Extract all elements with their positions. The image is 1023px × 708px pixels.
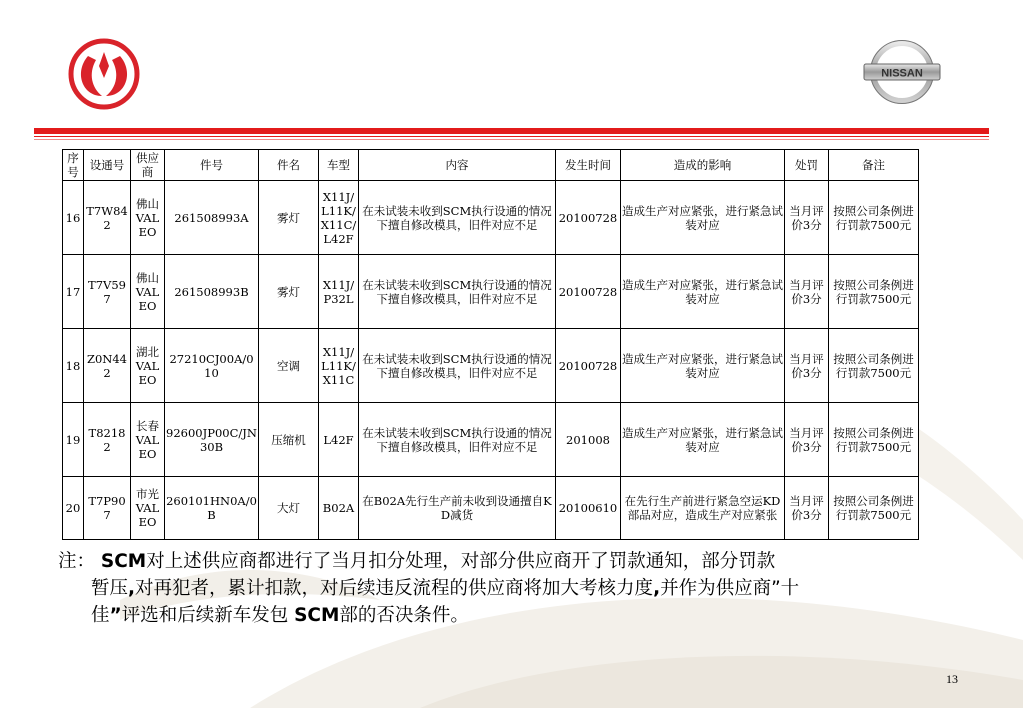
header-cell: 车型 <box>319 150 359 181</box>
cell-supplier: 长春VALEO <box>131 403 165 477</box>
cell-remark: 按照公司条例进行罚款7500元 <box>829 255 919 329</box>
cell-impact: 造成生产对应紧张，进行紧急试装对应 <box>621 181 785 255</box>
cell-part-no: 27210CJ00A/010 <box>165 329 259 403</box>
cell-date: 20100610 <box>556 477 621 540</box>
cell-date: 20100728 <box>556 255 621 329</box>
cell-no: 20 <box>63 477 84 540</box>
cell-part-no: 261508993B <box>165 255 259 329</box>
table-row <box>63 255 919 329</box>
cell-remark: 按照公司条例进行罚款7500元 <box>829 329 919 403</box>
footnote <box>58 548 998 629</box>
note-scm: SCM <box>100 551 147 572</box>
cell-part-name: 空调 <box>259 329 319 403</box>
cell-notice: T7V597 <box>84 255 131 329</box>
note-comma: , <box>128 578 136 599</box>
cell-model: X11J/L11K/X11C <box>319 329 359 403</box>
cell-part-name: 压缩机 <box>259 403 319 477</box>
cell-penalty: 当月评价3分 <box>785 477 829 540</box>
note-quote: ” <box>109 605 122 626</box>
cell-part-no: 92600JP00C/JN30B <box>165 403 259 477</box>
table-row <box>63 329 919 403</box>
cell-part-name: 大灯 <box>259 477 319 540</box>
table-row <box>63 181 919 255</box>
note-text: 对上述供应商都进行了当月扣分处理，对部分供应商开了罚款通知，部分罚款 <box>146 551 776 572</box>
cell-notice: T82182 <box>84 403 131 477</box>
cell-no: 16 <box>63 181 84 255</box>
note-text: 评选和后续新车发包 <box>121 605 295 626</box>
note-prefix: 注： <box>58 551 96 572</box>
note-line-3 <box>58 602 998 629</box>
cell-impact: 造成生产对应紧张，进行紧急试装对应 <box>621 255 785 329</box>
cell-supplier: 市光VALEO <box>131 477 165 540</box>
cell-date: 201008 <box>556 403 621 477</box>
header-cell: 备注 <box>829 150 919 181</box>
note-text: 佳 <box>91 605 110 626</box>
nissan-logo <box>862 38 942 106</box>
cell-penalty: 当月评价3分 <box>785 181 829 255</box>
cell-supplier: 佛山VALEO <box>131 181 165 255</box>
header-cell: 设通号 <box>84 150 131 181</box>
header-red-line <box>34 136 989 137</box>
cell-model: X11J/P32L <box>319 255 359 329</box>
dongfeng-logo <box>68 38 140 110</box>
table-row <box>63 403 919 477</box>
note-scm: SCM <box>294 605 340 626</box>
note-text: 暂压 <box>91 578 129 599</box>
note-text: 并作为供应商”十 <box>660 578 800 599</box>
header-cell: 序号 <box>63 150 84 181</box>
cell-penalty: 当月评价3分 <box>785 255 829 329</box>
cell-content: 在未试装未收到SCM执行设通的情况下擅自修改模具，旧件对应不足 <box>359 181 556 255</box>
cell-remark: 按照公司条例进行罚款7500元 <box>829 181 919 255</box>
note-text: 对再犯者，累计扣款，对后续违反流程的供应商将加大考核力度 <box>135 578 654 599</box>
table-row <box>63 477 919 540</box>
violation-table <box>62 149 919 540</box>
cell-supplier: 湖北VALEO <box>131 329 165 403</box>
cell-remark: 按照公司条例进行罚款7500元 <box>829 477 919 540</box>
cell-date: 20100728 <box>556 181 621 255</box>
cell-model: L42F <box>319 403 359 477</box>
note-line-2 <box>58 575 998 602</box>
cell-content: 在B02A先行生产前未收到设通擅自KD减货 <box>359 477 556 540</box>
cell-notice: Z0N442 <box>84 329 131 403</box>
header-pink-line <box>34 139 989 140</box>
cell-part-no: 260101HN0A/0B <box>165 477 259 540</box>
cell-part-name: 雾灯 <box>259 255 319 329</box>
cell-date: 20100728 <box>556 329 621 403</box>
table-header-row <box>63 150 919 181</box>
header-red-bar <box>34 128 989 134</box>
cell-no: 17 <box>63 255 84 329</box>
header-cell: 内容 <box>359 150 556 181</box>
cell-impact: 造成生产对应紧张，进行紧急试装对应 <box>621 329 785 403</box>
cell-penalty: 当月评价3分 <box>785 403 829 477</box>
header-cell: 件号 <box>165 150 259 181</box>
note-line-1 <box>58 551 775 572</box>
note-comma: , <box>653 578 661 599</box>
cell-part-no: 261508993A <box>165 181 259 255</box>
cell-no: 19 <box>63 403 84 477</box>
cell-no: 18 <box>63 329 84 403</box>
cell-remark: 按照公司条例进行罚款7500元 <box>829 403 919 477</box>
cell-content: 在未试装未收到SCM执行设通的情况下擅自修改模具，旧件对应不足 <box>359 329 556 403</box>
note-text: 部的否决条件。 <box>339 605 469 626</box>
header-cell: 供应商 <box>131 150 165 181</box>
header-cell: 造成的影响 <box>621 150 785 181</box>
cell-supplier: 佛山VALEO <box>131 255 165 329</box>
cell-model: X11J/L11K/X11C/L42F <box>319 181 359 255</box>
svg-text:NISSAN: NISSAN <box>881 67 923 80</box>
cell-model: B02A <box>319 477 359 540</box>
cell-impact: 在先行生产前进行紧急空运KD部品对应，造成生产对应紧张 <box>621 477 785 540</box>
header-cell: 件名 <box>259 150 319 181</box>
cell-content: 在未试装未收到SCM执行设通的情况下擅自修改模具，旧件对应不足 <box>359 403 556 477</box>
cell-penalty: 当月评价3分 <box>785 329 829 403</box>
cell-part-name: 雾灯 <box>259 181 319 255</box>
page-number: 13 <box>946 672 958 686</box>
header-cell: 发生时间 <box>556 150 621 181</box>
cell-content: 在未试装未收到SCM执行设通的情况下擅自修改模具，旧件对应不足 <box>359 255 556 329</box>
cell-impact: 造成生产对应紧张，进行紧急试装对应 <box>621 403 785 477</box>
cell-notice: T7W842 <box>84 181 131 255</box>
cell-notice: T7P907 <box>84 477 131 540</box>
header-cell: 处罚 <box>785 150 829 181</box>
